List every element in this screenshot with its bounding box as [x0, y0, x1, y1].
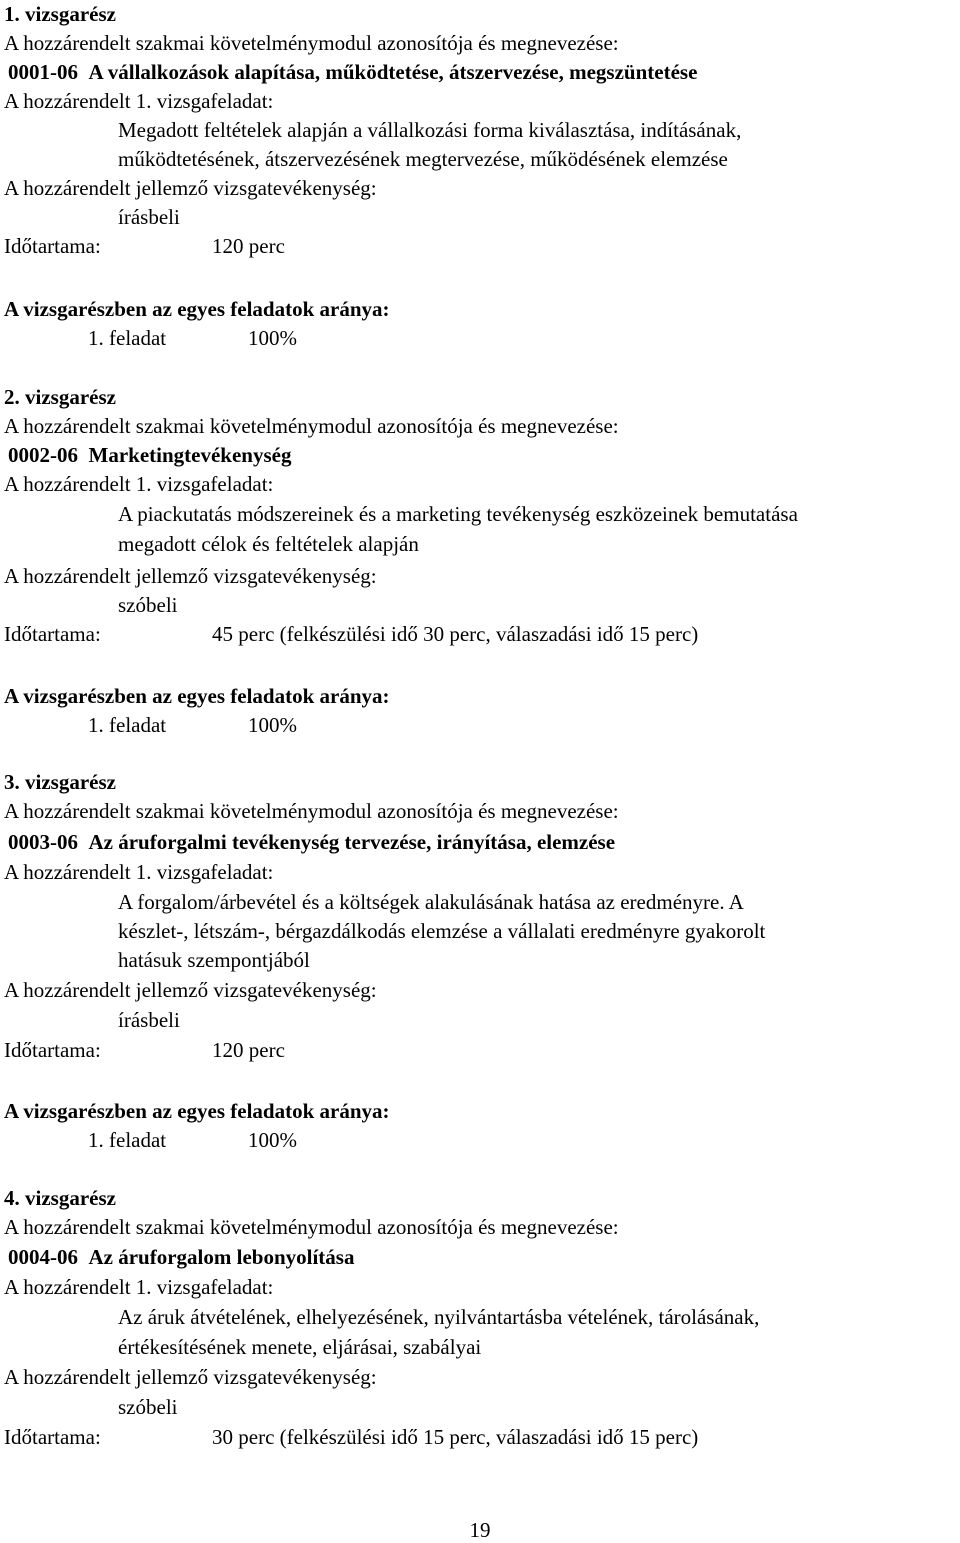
- task-name: 1. feladat: [88, 1128, 167, 1152]
- duration-label: Időtartama:: [4, 234, 101, 258]
- module-name: Az áruforgalom lebonyolítása: [88, 1245, 355, 1269]
- duration-value: 30 perc (felkészülési idő 15 perc, válaszadási idő 15 perc): [212, 1425, 699, 1449]
- section-heading: 2. vizsgarész: [4, 385, 116, 409]
- duration-value: 45 perc (felkészülési idő 30 perc, válaszadási idő 15 perc): [212, 622, 699, 646]
- task-ratio: 100%: [248, 326, 297, 350]
- activity-value: írásbeli: [118, 1008, 180, 1032]
- duration-label: Időtartama:: [4, 622, 101, 646]
- module-name: A vállalkozások alapítása, működtetése, átszervezése, megszüntetése: [88, 60, 698, 84]
- task-description-line: Megadott feltételek alapján a vállalkozási forma kiválasztása, indításának,: [118, 118, 742, 142]
- duration-value: 120 perc: [212, 1038, 285, 1062]
- section-heading: 3. vizsgarész: [4, 770, 116, 794]
- task-description-line: A piackutatás módszereinek és a marketing tevékenység eszközeinek bemutatása: [118, 502, 798, 526]
- activity-value: szóbeli: [118, 1395, 178, 1419]
- activity-label: A hozzárendelt jellemző vizsgatevékenység:: [4, 564, 377, 588]
- task-label: A hozzárendelt 1. vizsgafeladat:: [4, 860, 274, 884]
- activity-label: A hozzárendelt jellemző vizsgatevékenység:: [4, 176, 377, 200]
- activity-value: írásbeli: [118, 205, 180, 229]
- module-title: [8, 58, 697, 87]
- ratio-label: A vizsgarészben az egyes feladatok aránya:: [4, 297, 390, 321]
- task-description-line: A forgalom/árbevétel és a költségek alakulásának hatása az eredményre. A: [118, 890, 744, 914]
- module-code: 0001-06: [8, 60, 78, 84]
- module-title: [8, 1243, 354, 1272]
- module-label: A hozzárendelt szakmai követelménymodul azonosítója és megnevezése:: [4, 31, 619, 55]
- task-label: A hozzárendelt 1. vizsgafeladat:: [4, 1275, 274, 1299]
- task-label: A hozzárendelt 1. vizsgafeladat:: [4, 472, 274, 496]
- activity-label: A hozzárendelt jellemző vizsgatevékenység:: [4, 1365, 377, 1389]
- task-ratio: 100%: [248, 713, 297, 737]
- task-description-line: értékesítésének menete, eljárásai, szabályai: [118, 1335, 482, 1359]
- module-label: A hozzárendelt szakmai követelménymodul azonosítója és megnevezése:: [4, 799, 619, 823]
- module-title: [8, 828, 615, 857]
- section-heading: 1. vizsgarész: [4, 2, 116, 26]
- module-title: [8, 441, 291, 470]
- page-number: 19: [469, 1518, 491, 1542]
- module-name: Az áruforgalmi tevékenység tervezése, irányítása, elemzése: [88, 830, 616, 854]
- task-name: 1. feladat: [88, 326, 167, 350]
- module-label: A hozzárendelt szakmai követelménymodul azonosítója és megnevezése:: [4, 1215, 619, 1239]
- duration-label: Időtartama:: [4, 1425, 101, 1449]
- task-ratio: 100%: [248, 1128, 297, 1152]
- duration-value: 120 perc: [212, 234, 285, 258]
- section-heading: 4. vizsgarész: [4, 1186, 116, 1210]
- ratio-label: A vizsgarészben az egyes feladatok aránya:: [4, 684, 390, 708]
- module-name: Marketingtevékenység: [88, 443, 292, 467]
- duration-label: Időtartama:: [4, 1038, 101, 1062]
- task-label: A hozzárendelt 1. vizsgafeladat:: [4, 89, 274, 113]
- module-label: A hozzárendelt szakmai követelménymodul azonosítója és megnevezése:: [4, 414, 619, 438]
- ratio-label: A vizsgarészben az egyes feladatok aránya:: [4, 1099, 390, 1123]
- task-description-line: készlet-, létszám-, bérgazdálkodás elemzése a vállalati eredményre gyakorolt: [118, 919, 766, 943]
- module-code: 0002-06: [8, 443, 78, 467]
- task-description-line: működtetésének, átszervezésének megtervezése, működésének elemzése: [118, 147, 728, 171]
- module-code: 0004-06: [8, 1245, 78, 1269]
- task-name: 1. feladat: [88, 713, 167, 737]
- activity-label: A hozzárendelt jellemző vizsgatevékenység:: [4, 978, 377, 1002]
- module-code: 0003-06: [8, 830, 78, 854]
- task-description-line: megadott célok és feltételek alapján: [118, 532, 419, 556]
- task-description-line: Az áruk átvételének, elhelyezésének, nyilvántartásba vételének, tárolásának,: [118, 1305, 760, 1329]
- task-description-line: hatásuk szempontjából: [118, 948, 310, 972]
- activity-value: szóbeli: [118, 593, 178, 617]
